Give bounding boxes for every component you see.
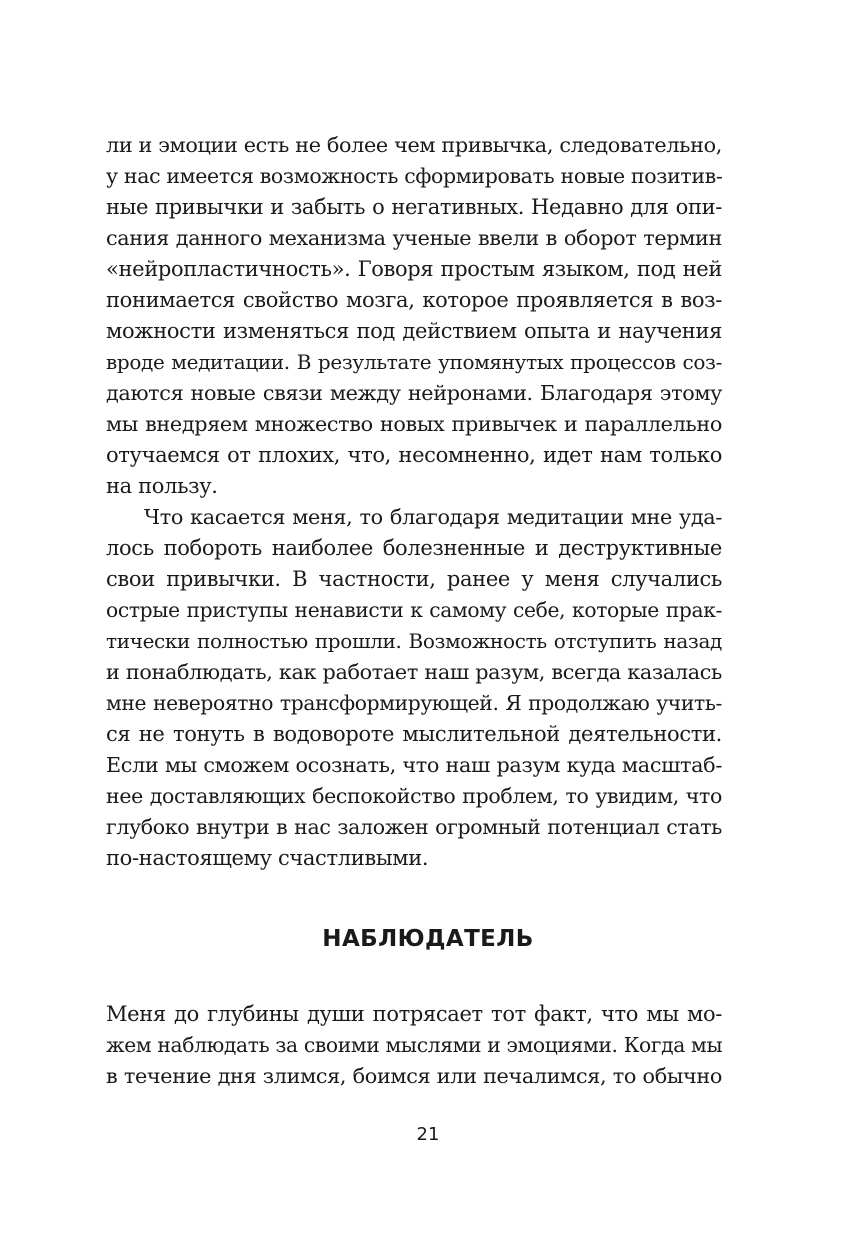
text-line: Меня до глубины души потрясает тот факт, что мы мо-: [106, 1002, 722, 1026]
text-line: ли и эмоции есть не более чем привычка, следовательно,: [106, 133, 722, 157]
text-line: мы внедряем множество новых привычек и параллельно: [106, 412, 722, 436]
paragraphs-top: [106, 130, 722, 874]
text-line: острые приступы ненависти к самому себе, которые прак-: [106, 598, 722, 622]
text-line: можности изменяться под действием опыта и научения: [106, 319, 722, 343]
text-line: вроде медитации. В результате упомянутых процессов соз-: [106, 350, 722, 374]
text-line: «нейропластичность». Говоря простым языком, под ней: [106, 257, 722, 281]
text-line: на пользу.: [106, 474, 218, 498]
text-line: жем наблюдать за своими мыслями и эмоциями. Когда мы: [106, 1033, 723, 1057]
text-line: понимается свойство мозга, которое проявляется в воз-: [106, 288, 722, 312]
text-line: отучаемся от плохих, что, несомненно, идет нам только: [106, 443, 722, 467]
text-line: ся не тонуть в водовороте мыслительной деятельности.: [106, 722, 722, 746]
text-line: глубоко внутри в нас заложен огромный потенциал стать: [106, 815, 722, 839]
text-line: нее доставляющих беспокойство проблем, то увидим, что: [106, 784, 722, 808]
section-heading: НАБЛЮДАТЕЛЬ: [322, 926, 534, 952]
text-line: у нас имеется возможность сформировать новые позитив-: [106, 164, 723, 188]
text-line: сания данного механизма ученые ввели в оборот термин: [106, 226, 722, 250]
text-line: Если мы сможем осознать, что наш разум куда масштаб-: [106, 753, 722, 777]
text-line: мне невероятно трансформирующей. Я продолжаю учить-: [106, 691, 722, 715]
text-line: и понаблюдать, как работает наш разум, всегда казалась: [106, 660, 722, 684]
text-line: Что касается меня, то благодаря медитации мне уда-: [144, 505, 722, 529]
text-line: тически полностью прошли. Возможность отступить назад: [106, 629, 722, 653]
text-line: свои привычки. В частности, ранее у меня случались: [106, 567, 722, 591]
text-line: ные привычки и забыть о негативных. Недавно для опи-: [106, 195, 722, 219]
paragraph-bottom: [106, 999, 722, 1092]
text-line: по-настоящему счастливыми.: [106, 846, 429, 870]
text-line: даются новые связи между нейронами. Благодаря этому: [106, 381, 722, 405]
page-number: 21: [416, 1124, 440, 1145]
text-line: в течение дня злимся, боимся или печалимся, то обычно: [106, 1064, 722, 1088]
text-line: лось побороть наиболее болезненные и деструктивные: [106, 536, 722, 560]
